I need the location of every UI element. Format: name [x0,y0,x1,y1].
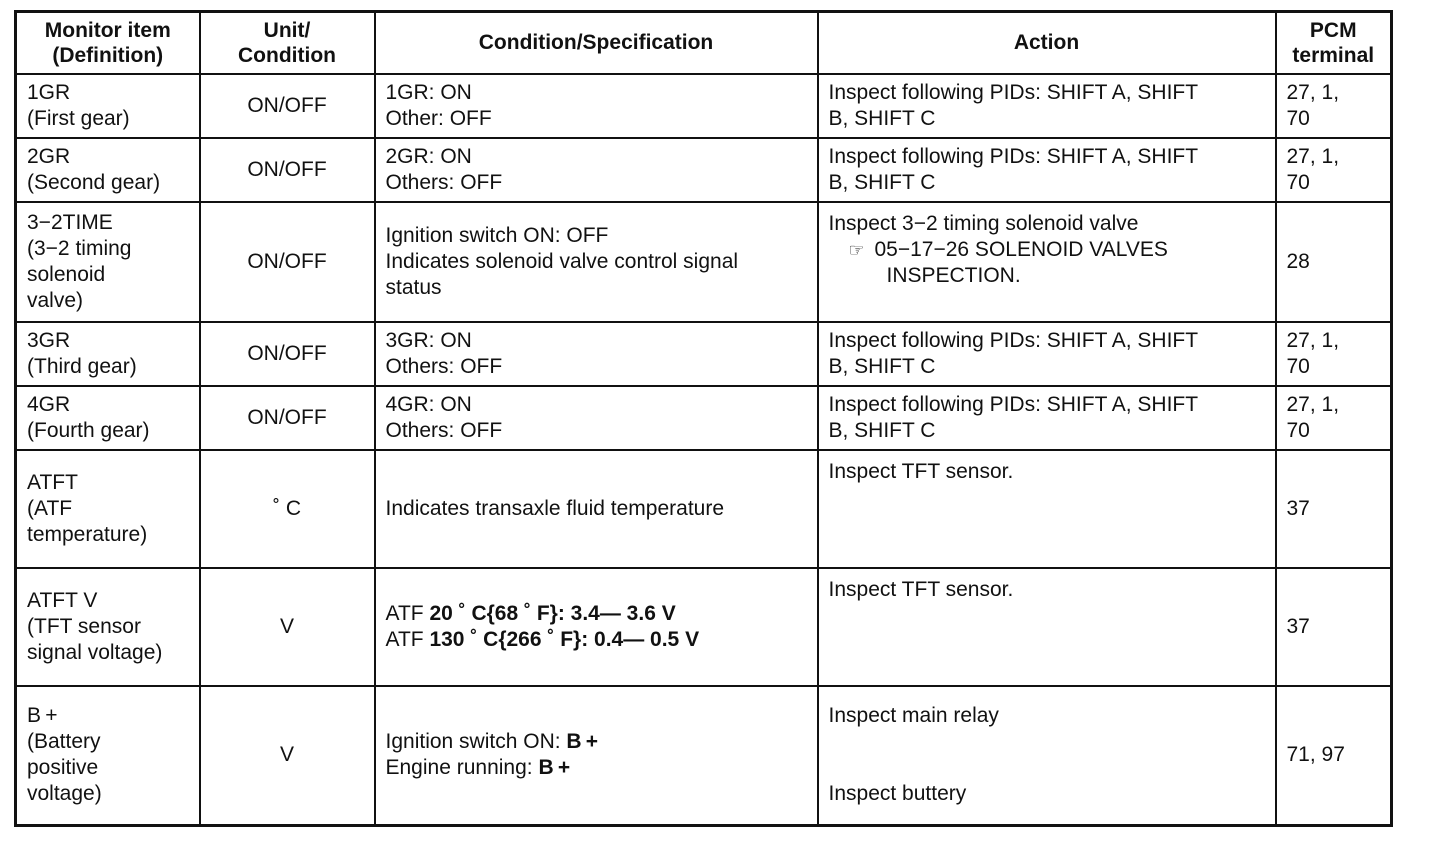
monitor-item-cell: 2GR (Second gear) [16,138,200,202]
unit-cell: ON/OFF [200,386,375,450]
pcm-terminal-cell: 71, 97 [1276,686,1392,826]
condition-cell: 1GR: ON Other: OFF [375,74,818,138]
table-row-2gr [16,138,1392,202]
pcm-terminal-cell: 27, 1, 70 [1276,138,1392,202]
condition-cell: 3GR: ON Others: OFF [375,322,818,386]
pcm-terminal-cell: 27, 1, 70 [1276,322,1392,386]
table-row-atft [16,450,1392,568]
table-row-3gr [16,322,1392,386]
condition-cell: ATF 20 ˚ C{68 ˚ F}: 3.4— 3.6 V ATF 130 ˚ C{266 ˚ F}: 0.4— 0.5 V [375,568,818,686]
header-row [16,12,1392,74]
monitor-item-cell: 1GR (First gear) [16,74,200,138]
condition-cell: Indicates transaxle fluid temperature [375,450,818,568]
unit-cell: ON/OFF [200,138,375,202]
table-row-3-2time [16,202,1392,322]
table-row-atft-v [16,568,1392,686]
condition-cell: Ignition switch ON: B + Engine running: B + [375,686,818,826]
monitor-item-cell: ATFT (ATF temperature) [16,450,200,568]
header-action: Action [818,12,1276,74]
header-monitor-item: Monitor item (Definition) [16,12,200,74]
action-cell: Inspect TFT sensor. [818,568,1276,686]
unit-cell: V [200,568,375,686]
pcm-terminal-cell: 27, 1, 70 [1276,74,1392,138]
pcm-terminal-cell: 27, 1, 70 [1276,386,1392,450]
unit-cell: ON/OFF [200,322,375,386]
table-row-4gr [16,386,1392,450]
condition-cell: Ignition switch ON: OFF Indicates solenoid valve control signal status [375,202,818,322]
pcm-terminal-cell: 28 [1276,202,1392,322]
header-pcm-terminal: PCM terminal [1276,12,1392,74]
monitor-spec-table [14,10,1393,827]
monitor-item-cell: 4GR (Fourth gear) [16,386,200,450]
monitor-item-cell: 3GR (Third gear) [16,322,200,386]
pcm-terminal-cell: 37 [1276,568,1392,686]
monitor-item-cell: B + (Battery positive voltage) [16,686,200,826]
action-cell: Inspect following PIDs: SHIFT A, SHIFT B, SHIFT C [818,138,1276,202]
table-row-b-plus [16,686,1392,826]
unit-cell: ON/OFF [200,202,375,322]
condition-cell: 2GR: ON Others: OFF [375,138,818,202]
action-cell: Inspect following PIDs: SHIFT A, SHIFT B, SHIFT C [818,74,1276,138]
unit-cell: ˚ C [200,450,375,568]
reference-link[interactable]: ☞ 05−17−26 SOLENOID VALVES [848,237,1168,261]
action-cell: Inspect following PIDs: SHIFT A, SHIFT B, SHIFT C [818,386,1276,450]
condition-cell: 4GR: ON Others: OFF [375,386,818,450]
header-unit-condition: Unit/ Condition [200,12,375,74]
table-row-1gr [16,74,1392,138]
header-condition-specification: Condition/Specification [375,12,818,74]
action-cell: Inspect main relay Inspect buttery [818,686,1276,826]
action-cell: Inspect 3−2 timing solenoid valve ☞ 05−17−26 SOLENOID VALVES INSPECTION. [818,202,1276,322]
monitor-item-cell: 3−2TIME (3−2 timing solenoid valve) [16,202,200,322]
unit-cell: V [200,686,375,826]
unit-cell: ON/OFF [200,74,375,138]
action-cell: Inspect TFT sensor. [818,450,1276,568]
pointing-hand-icon: ☞ [848,239,865,260]
monitor-item-cell: ATFT V (TFT sensor signal voltage) [16,568,200,686]
pcm-terminal-cell: 37 [1276,450,1392,568]
action-cell: Inspect following PIDs: SHIFT A, SHIFT B, SHIFT C [818,322,1276,386]
